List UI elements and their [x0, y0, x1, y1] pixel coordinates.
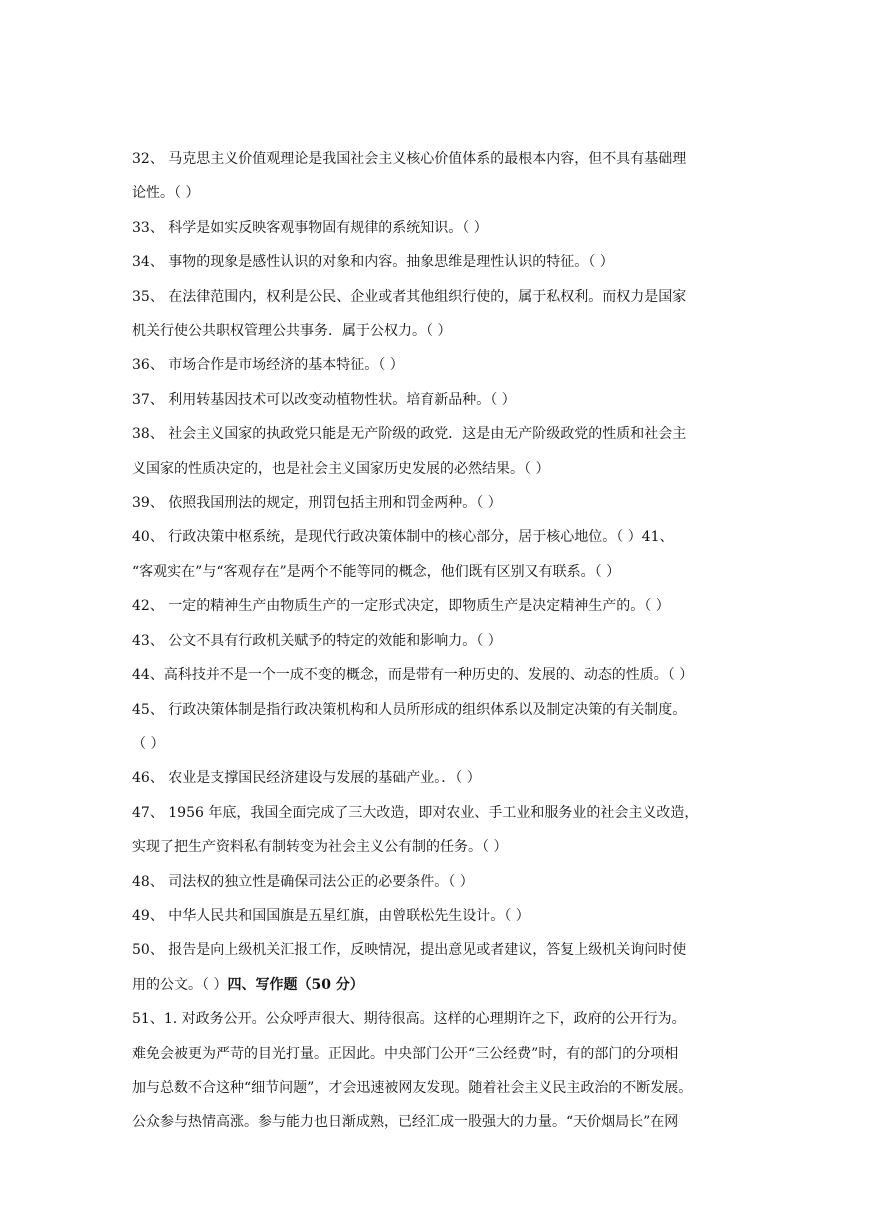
text-line: 32、 马克思主义价值观理论是我国社会主义核心价值体系的最根本内容，但不具有基础理 [132, 151, 687, 167]
text-line: 44、高科技并不是一个一成不变的概念，而是带有一种历史的、发展的、动态的性质。（ ） [132, 667, 694, 684]
text-line: 45、 行政决策体制是指行政决策机构和人员所形成的组织体系以及制定决策的有关制度。 [132, 701, 687, 718]
text-line: 42、 一定的精神生产由物质生产的一定形式决定，即物质生产是决定精神生产的。（ ） [132, 598, 670, 615]
text-line: 50、 报告是向上级机关汇报工作，反映情况，提出意见或者建议，答复上级机关询问时使 [132, 942, 687, 959]
text-line: 实现了把生产资料私有制转变为社会主义公有制的任务。（ ） [132, 839, 508, 856]
text-line: 难免会被更为严苛的目光打量。正因此。中央部门公开“三公经费”时，有的部门的分项相 [132, 1045, 679, 1062]
text-line: 46、 农业是支撑国民经济建设与发展的基础产业。．（ ） [132, 770, 481, 787]
text-line: 公众参与热情高涨。参与能力也日渐成熟，已经汇成一股强大的力量。“天价烟局长”在网 [132, 1114, 679, 1131]
text-line: 36、 市场合作是市场经济的基本特征。（ ） [132, 357, 404, 374]
text-line-with-heading [132, 968, 737, 1002]
text-line: 38、 社会主义国家的执政党只能是无产阶级的政党．这是由无产阶级政党的性质和社会主 [132, 426, 687, 443]
text-line: 37、 利用转基因技术可以改变动植物性状。培育新品种。（ ） [132, 391, 516, 408]
text-line: 43、 公文不具有行政机关赋予的特定的效能和影响力。（ ） [132, 632, 502, 649]
text-line: （ ） [132, 735, 165, 752]
text-line: 35、 在法律范围内，权利是公民、企业或者其他组织行使的，属于私权利。而权力是国家 [132, 288, 687, 305]
text-line: “客观实在”与“客观存在”是两个不能等同的概念，他们既有区别又有联系。（ ） [132, 563, 621, 580]
text-line: 加与总数不合这种“细节问题”，才会迅速被网友发现。随着社会主义民主政治的不断发展。 [132, 1079, 693, 1096]
text-line: 40、 行政决策中枢系统，是现代行政决策体制中的核心部分，居于核心地位。（ ）41、 [132, 529, 674, 546]
text-line: 49、 中华人民共和国国旗是五星红旗，由曾联松先生设计。（ ） [132, 907, 530, 924]
section-heading: 四、写作题（50 分） [227, 976, 364, 993]
text-line: 义国家的性质决定的，也是社会主义国家历史发展的必然结果。（ ） [132, 460, 550, 477]
text-line: 33、 科学是如实反映客观事物固有规律的系统知识。（ ） [132, 219, 488, 236]
text-line: 47、 1956 年底，我国全面完成了三大改造，即对农业、手工业和服务业的社会主义改造， [132, 804, 699, 821]
text-line: 34、 事物的现象是感性认识的对象和内容。抽象思维是理性认识的特征。（ ） [132, 254, 614, 271]
text-line: 论性。（ ） [132, 185, 200, 202]
text-line: 机关行使公共职权管理公共事务．属于公权力。（ ） [132, 323, 452, 340]
text-line-segment: 用的公文。（ ） [132, 976, 228, 993]
text-line: 39、 依照我国刑法的规定，刑罚包括主刑和罚金两种。（ ） [132, 495, 502, 512]
text-line: 48、 司法权的独立性是确保司法公正的必要条件。（ ） [132, 873, 474, 890]
text-line: 51、1. 对政务公开。公众呼声很大、期待很高。这样的心理期许之下，政府的公开行为。 [132, 1011, 686, 1028]
